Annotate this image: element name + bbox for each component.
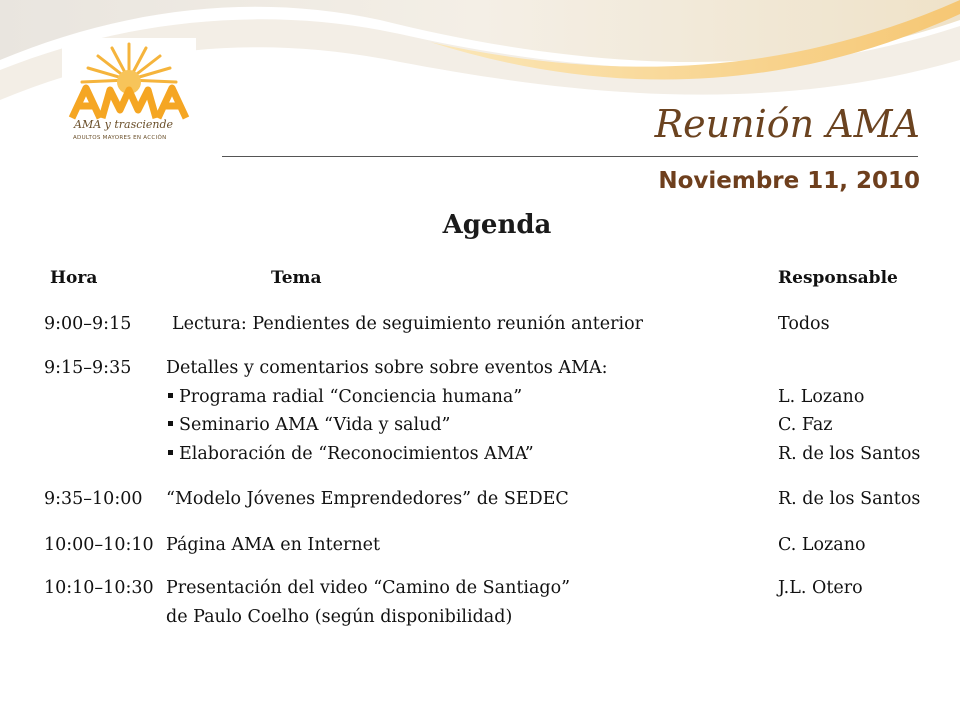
subitem [168, 383, 522, 412]
row-topic: “Modelo Jóvenes Emprendedores” de SEDEC [166, 489, 569, 509]
page-title: Reunión AMA [654, 102, 920, 146]
subitem-owner: L. Lozano [778, 387, 865, 407]
row-owner: R. de los Santos [778, 489, 921, 509]
subitem-owner: R. de los Santos [778, 444, 921, 464]
subitem-text: Seminario AMA “Vida y salud” [179, 415, 451, 435]
row-owner: C. Lozano [778, 535, 866, 555]
logo-subtitle: ADULTOS MAYORES EN ACCIÓN [73, 135, 167, 141]
subitem-text: Programa radial “Conciencia humana” [179, 387, 523, 407]
bullet-icon [168, 421, 173, 426]
row-topic: Página AMA en Internet [166, 535, 381, 555]
row-time: 10:10–10:30 [44, 578, 154, 598]
subitem [168, 411, 451, 440]
agenda-heading: Agenda [442, 210, 552, 240]
row-time: 9:15–9:35 [44, 358, 132, 378]
row-topic-continued: de Paulo Coelho (según disponibilidad) [166, 607, 513, 627]
title-divider [222, 156, 918, 157]
row-owner: J.L. Otero [778, 578, 863, 598]
bullet-icon [168, 393, 173, 398]
row-time: 9:00–9:15 [44, 314, 132, 334]
logo-tagline: AMA y trasciende [74, 118, 174, 131]
row-time: 10:00–10:10 [44, 535, 154, 555]
meeting-date: Noviembre 11, 2010 [658, 168, 920, 194]
column-header-tema: Tema [271, 268, 322, 288]
row-owner: Todos [778, 314, 830, 334]
subitem-owner: C. Faz [778, 415, 833, 435]
column-header-hora: Hora [50, 268, 98, 288]
column-header-responsable: Responsable [778, 268, 898, 288]
row-topic: Presentación del video “Camino de Santiago” [166, 578, 571, 598]
bullet-icon [168, 450, 173, 455]
subitem-text: Elaboración de “Reconocimientos AMA” [179, 444, 534, 464]
row-time: 9:35–10:00 [44, 489, 143, 509]
row-topic: Lectura: Pendientes de seguimiento reunión anterior [172, 314, 643, 334]
subitem [168, 440, 534, 469]
row-topic: Detalles y comentarios sobre sobre eventos AMA: [166, 358, 608, 378]
